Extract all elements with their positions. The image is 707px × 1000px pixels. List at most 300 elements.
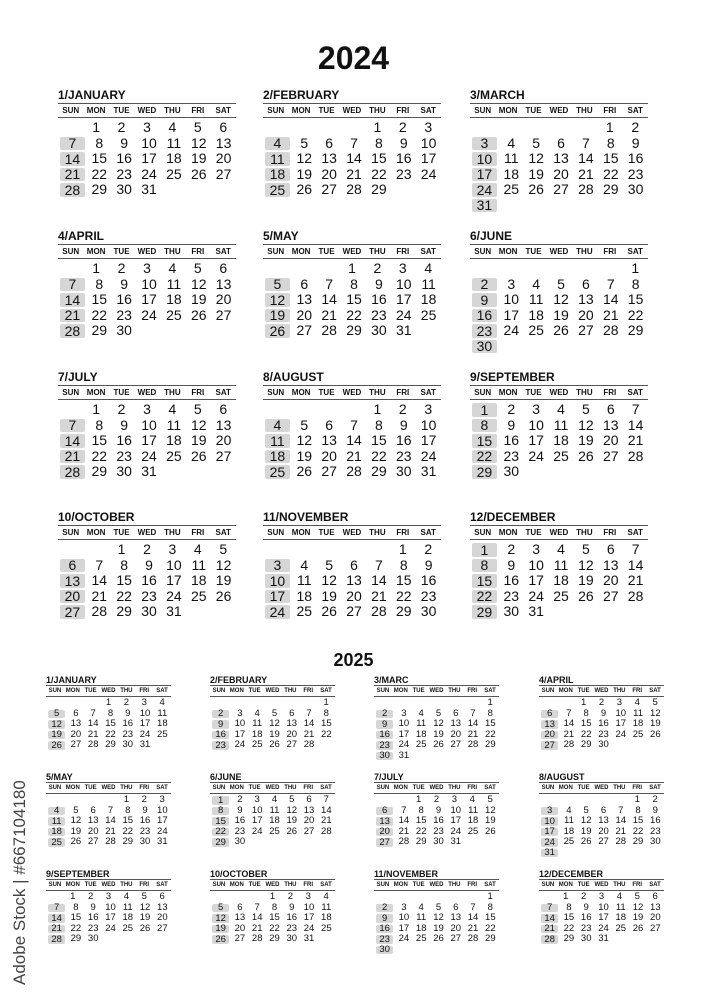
sunday-date: 8 [472,419,497,433]
sunday-date: 1 [212,796,229,805]
date: 17 [503,306,520,323]
sunday-date: 3 [541,807,558,816]
weekday-label: TUE [525,388,542,397]
date: 20 [321,447,337,464]
date: 21 [578,165,594,182]
date: 14 [87,718,99,729]
week-row [210,816,335,827]
date: 5 [581,401,590,417]
date [447,945,464,956]
date: 22 [371,165,387,182]
date: 24 [528,587,544,604]
month-title: 5/MAY [263,229,441,245]
weekday-header [374,686,499,697]
date: 8 [487,707,493,719]
date: 31 [139,739,151,750]
date [249,837,266,848]
weekday-label: MON [393,882,408,888]
date [447,751,464,762]
date: 2 [652,794,658,805]
weekday-label: THU [576,388,593,397]
date: 2 [398,119,407,135]
weekday-label: MON [291,388,311,397]
sunday-date: 22 [472,450,497,464]
date: 28 [627,587,644,604]
date: 11 [504,150,519,166]
date: 13 [450,718,462,729]
week-row [470,464,648,480]
date: 19 [269,728,280,740]
date: 12 [190,134,207,151]
date [154,934,171,945]
sunday-date: 25 [265,183,290,197]
weekday-label: MON [86,388,106,397]
date: 29 [395,603,412,619]
date [83,542,108,558]
weekday-label: FRI [303,882,314,888]
date: 21 [627,572,644,588]
date: 27 [234,933,246,944]
week-row [58,402,236,418]
date: 10 [420,416,437,433]
date: 27 [215,306,232,323]
date: 29 [91,463,108,479]
date: 6 [219,119,228,135]
date: 2 [143,541,151,557]
weekday-header [470,526,648,540]
date: 28 [467,933,479,944]
date: 11 [157,707,168,719]
date: 30 [627,181,644,197]
sunday-date: 5 [212,904,229,913]
date [137,323,162,339]
month-calendar [470,510,648,620]
sunday-date: 15 [472,574,497,588]
date: 22 [627,306,644,323]
date [612,934,629,945]
date [264,698,282,709]
date: 27 [215,165,232,182]
date: 23 [116,447,132,464]
year-title-2025: 2025 [333,650,374,670]
sunday-date [539,892,557,903]
date: 10 [615,707,627,719]
date: 15 [70,912,82,923]
date [82,795,100,806]
weekday-header [470,386,648,400]
week-row [210,719,335,730]
weekday-label: SAT [420,106,436,115]
week-row [210,934,335,945]
week-row [539,934,664,945]
date: 14 [321,291,337,307]
date: 1 [373,401,382,417]
week-row [539,719,664,730]
date: 5 [193,260,202,276]
date: 20 [650,912,661,923]
date [629,848,646,859]
date: 8 [399,556,408,573]
date: 5 [193,401,202,417]
date: 19 [578,432,594,448]
weekday-label: THU [284,882,297,888]
date: 3 [451,794,458,805]
sunday-date: 8 [472,559,497,573]
date: 10 [105,901,116,913]
date: 24 [598,922,609,934]
weekday-label: SUN [376,785,390,791]
date: 8 [374,134,383,151]
sunday-date: 28 [60,324,85,338]
sunday-date: 18 [48,828,65,837]
date: 9 [289,901,295,913]
sunday-date: 13 [60,574,85,588]
date: 4 [168,119,177,135]
date: 21 [467,728,479,740]
date: 20 [215,291,232,307]
date: 17 [420,432,437,448]
date [391,182,416,198]
date: 11 [297,572,312,588]
date: 14 [467,718,479,729]
week-row [539,740,664,751]
date: 29 [91,181,108,197]
sunday-date: 22 [212,828,229,837]
date [495,120,520,136]
date: 3 [532,401,541,417]
date: 1 [605,119,614,135]
date: 4 [418,901,424,913]
date: 9 [120,134,129,151]
date: 13 [215,134,232,151]
date: 23 [627,165,644,182]
weekday-label: WED [342,106,362,115]
sunday-date: 20 [376,828,393,837]
weekday-label: THU [284,688,297,694]
sunday-date: 29 [472,605,497,619]
date: 22 [70,922,82,934]
date [593,795,611,806]
date: 7 [323,794,329,805]
date [339,120,364,136]
date: 9 [507,416,516,433]
month-title: 1/JANUARY [58,88,236,104]
weekday-label: TUE [84,688,97,694]
date: 4 [300,556,309,573]
watermark: Adobe Stock | #667104180 [10,780,29,985]
date: 28 [105,836,116,847]
date [463,892,481,903]
date: 27 [346,603,362,619]
date: 2 [117,260,126,276]
date: 24 [234,739,246,750]
weekday-label: SUN [376,882,390,888]
date: 26 [190,306,207,323]
date: 12 [190,416,207,433]
week-row [58,120,236,136]
weekday-label: WED [137,106,157,115]
date: 19 [632,912,644,923]
date: 23 [234,825,246,837]
date [573,339,598,355]
month-calendar [539,675,664,751]
date: 27 [215,447,232,464]
date: 17 [303,912,315,923]
date [647,740,664,751]
date: 10 [141,416,157,433]
date: 25 [632,728,644,740]
sunday-date: 14 [48,914,65,923]
date: 13 [602,556,619,573]
week-row [470,558,648,574]
date: 24 [251,825,263,837]
date: 25 [251,739,263,750]
date: 1 [323,697,329,708]
date: 11 [166,275,182,292]
weekday-label: SAT [215,106,231,115]
week-row [263,573,441,589]
date: 22 [602,165,619,182]
weekday-label: THU [369,388,386,397]
date: 19 [580,825,592,837]
date: 26 [632,922,644,934]
date: 9 [399,416,408,433]
date: 2 [88,891,94,902]
date: 13 [321,432,337,448]
weekday-label: SAT [484,882,496,888]
date [288,542,313,558]
week-row [58,151,236,167]
date: 18 [553,432,569,448]
sunday-date [470,120,495,136]
date [445,892,463,903]
sunday-date: 17 [541,828,558,837]
date: 3 [532,541,541,557]
sunday-date: 16 [212,731,229,740]
weekday-label: THU [369,528,386,537]
weekday-header [263,526,441,540]
date: 21 [321,306,337,323]
weekday-label: THU [164,106,181,115]
date: 10 [166,556,182,573]
sunday-date [210,892,228,903]
date: 25 [122,922,134,934]
date [598,339,623,355]
date: 16 [598,718,609,729]
date: 28 [87,739,99,750]
date: 1 [634,794,640,805]
date: 16 [503,432,520,448]
date: 13 [234,912,246,923]
date: 26 [296,463,313,479]
sunday-date: 26 [48,741,65,750]
date: 25 [553,587,569,604]
date: 19 [190,291,207,307]
date: 29 [632,836,644,847]
date: 16 [580,912,592,923]
date: 24 [528,447,544,464]
date: 28 [627,447,644,464]
date: 25 [166,447,182,464]
sunday-date [539,795,557,806]
date [416,323,441,339]
date: 15 [91,291,108,307]
week-row [46,698,171,709]
date: 12 [650,707,661,719]
date: 16 [395,150,412,166]
weekday-label: MON [558,882,573,888]
date: 5 [435,707,442,719]
weekday-label: WED [429,688,444,694]
date: 30 [87,933,99,944]
weekday-label: THU [613,882,626,888]
sunday-date: 14 [541,914,558,923]
sunday-date: 25 [48,838,65,847]
weekday-label: FRI [303,688,314,694]
weekday-label: FRI [603,106,617,115]
weekday-header [263,245,441,259]
date [482,837,499,848]
week-row [263,449,441,465]
date: 5 [557,275,565,292]
date: 3 [401,707,407,719]
date: 7 [470,707,476,719]
date: 14 [105,815,116,826]
date: 23 [420,587,437,604]
date: 23 [286,922,298,934]
date: 22 [116,587,132,604]
sunday-date: 15 [212,817,229,826]
weekday-header [46,686,171,697]
sunday-date: 12 [212,914,229,923]
week-row [58,292,236,308]
date [211,604,236,620]
date: 11 [166,134,182,151]
date [186,323,211,339]
weekday-label: WED [342,247,362,256]
week-row [263,151,441,167]
date [575,795,593,806]
sunday-date: 23 [376,741,393,750]
date: 29 [485,933,496,944]
date: 26 [433,933,444,944]
sunday-date [263,120,288,136]
date: 25 [415,933,427,944]
sunday-date: 14 [60,152,85,166]
weekday-header [374,880,499,891]
date: 3 [143,401,151,417]
date: 30 [371,322,387,338]
sunday-date: 21 [60,450,85,464]
date: 25 [296,603,313,619]
date [573,604,598,620]
date: 23 [141,587,157,604]
date: 15 [346,291,362,307]
date: 27 [157,922,168,934]
date [610,795,628,806]
week-row [470,277,648,293]
date: 14 [615,815,627,826]
weekday-label: MON [498,528,518,537]
week-row [374,740,499,751]
date: 12 [553,291,569,307]
sunday-date: 23 [376,935,393,944]
date: 22 [91,306,108,323]
date: 10 [420,134,437,151]
date: 15 [563,912,575,923]
sunday-date: 21 [48,925,65,934]
date: 6 [581,275,590,292]
month-title: 6/JUNE [210,772,335,783]
sunday-date: 4 [265,137,290,151]
weekday-label: WED [265,785,280,791]
weekday-label: SUN [48,882,62,888]
sunday-date: 4 [265,419,290,433]
sunday-date: 12 [265,293,290,307]
weekday-header [58,386,236,400]
date: 3 [398,260,407,276]
date: 20 [303,815,315,826]
month-title: 3/MARC [374,675,499,686]
weekday-label: SUN [267,247,285,256]
weekday-label: SAT [215,528,231,537]
date [549,604,574,620]
weekday-label: FRI [603,528,617,537]
date: 3 [143,260,151,276]
date: 12 [528,150,544,166]
weekday-label: TUE [318,528,335,537]
weekday-label: FRI [632,882,643,888]
date: 2 [631,119,640,135]
weekday-label: THU [448,882,461,888]
date [546,120,571,136]
sunday-date: 23 [212,741,229,750]
date: 27 [321,463,337,479]
date: 26 [485,825,496,837]
sunday-date: 2 [212,710,229,719]
weekday-label: SUN [62,388,80,397]
date: 15 [105,718,116,729]
date: 17 [251,815,263,826]
sunday-date [470,261,495,277]
weekday-label: SUN [474,388,492,397]
date: 26 [650,728,661,740]
date: 11 [252,718,263,729]
sunday-date: 18 [265,168,290,182]
date: 13 [578,291,594,307]
date: 7 [350,134,358,151]
date: 3 [616,697,623,708]
weekday-header [210,686,335,697]
date: 19 [433,922,444,934]
week-row [470,120,648,136]
sunday-date: 7 [48,904,65,913]
date: 23 [395,165,412,182]
date: 30 [580,933,592,944]
date: 14 [602,291,619,307]
weekday-header [539,880,664,891]
date: 23 [116,165,132,182]
week-row [210,913,335,924]
weekday-header [470,104,648,118]
sunday-date: 31 [541,849,558,858]
date: 1 [631,260,640,276]
date: 2 [117,119,126,135]
date [318,837,335,848]
date: 6 [300,275,309,292]
sunday-date: 3 [265,559,290,573]
month-title: 7/JULY [58,370,236,386]
